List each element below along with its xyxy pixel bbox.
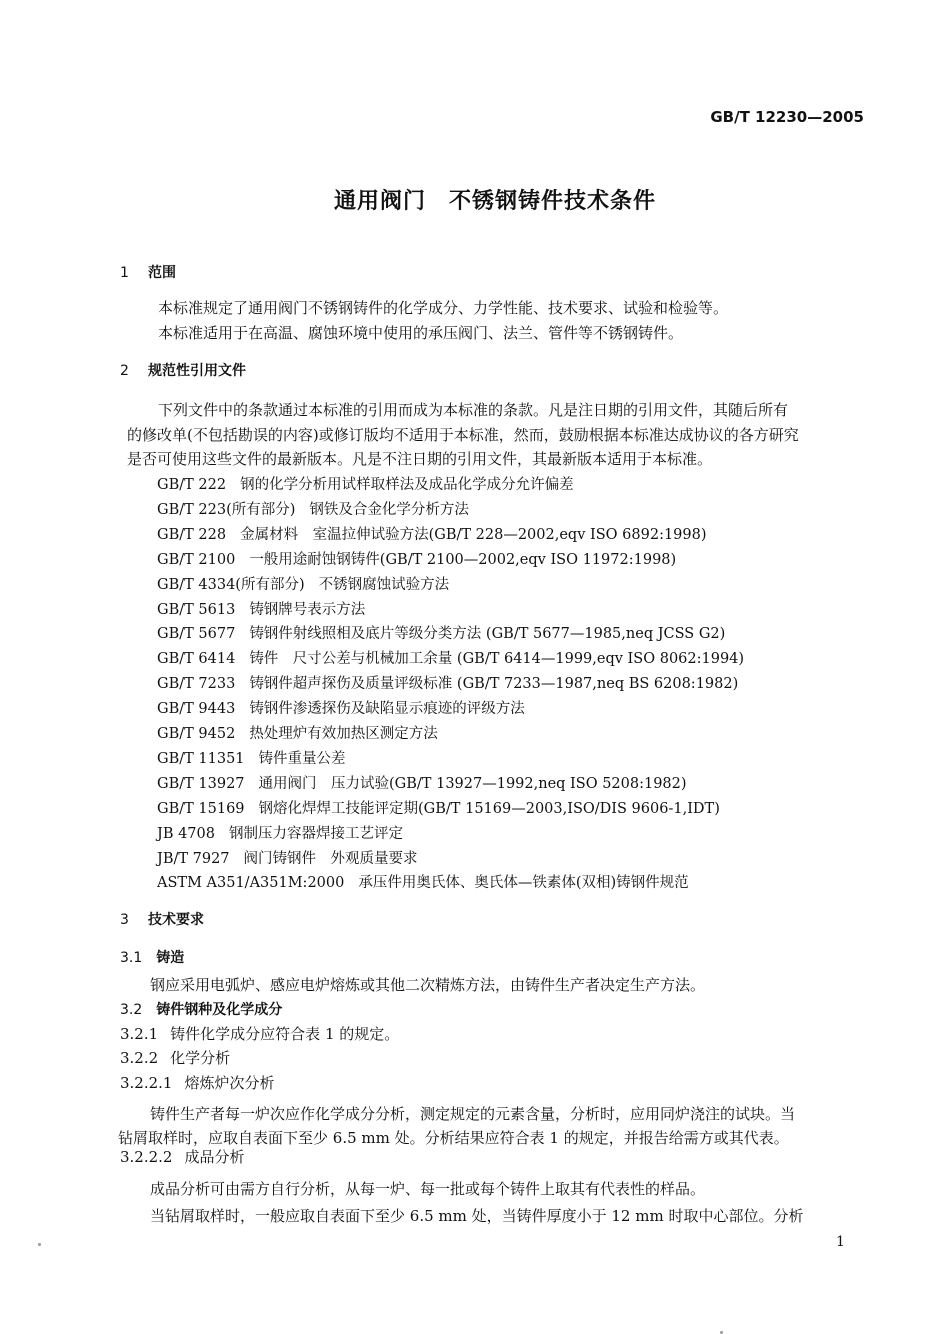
reference-title: 钢制压力容器焊接工艺评定 [228,825,403,842]
section-3-2-heading [120,999,282,1019]
reference-item [157,498,469,519]
reference-code: ASTM A351/A351M:2000 [157,875,345,892]
reference-code: GB/T 7233 [157,676,236,693]
reference-item [157,548,676,569]
reference-code: GB/T 5613 [157,601,236,618]
section-3-number: 3 [120,912,129,928]
reference-code: GB/T 15169 [157,800,245,817]
reference-title: 不锈钢腐蚀试验方法 [318,576,450,593]
section-2-intro-line-1: 下列文件中的条款通过本标准的引用而成为本标准的条款。凡是注日期的引用文件，其随后所有 [158,401,789,419]
section-1-paragraph-1: 本标准规定了通用阀门不锈钢铸件的化学成分、力学性能、技术要求、试验和检验等。 [158,299,729,317]
section-3-1-title: 铸造 [156,950,185,966]
reference-title: 钢熔化焊焊工技能评定期(GB/T 15169—2003,ISO/DIS 9606-1,IDT) [258,800,720,817]
reference-item [157,622,725,643]
section-3-title: 技术要求 [148,912,204,928]
section-3-2-2-1-number: 3.2.2.1 [120,1074,173,1092]
section-3-2-2-2-line-1: 成品分析可由需方自行分析，从每一炉、每一批或每个铸件上取其有代表性的样品。 [150,1180,706,1198]
section-2-number: 2 [120,363,129,379]
page-number: 1 [836,1234,845,1250]
reference-code: GB/T 13927 [157,775,245,792]
reference-item [157,822,403,843]
reference-code: GB/T 2100 [157,551,236,568]
reference-title: 铸钢件射线照相及底片等级分类方法 (GB/T 5677—1985,neq JCSS G2) [249,626,726,643]
reference-title: 阀门铸钢件 外观质量要求 [243,850,418,867]
reference-title: 钢铁及合金化学分析方法 [309,501,469,518]
section-2-title: 规范性引用文件 [148,363,246,379]
section-3-2-2-1 [120,1072,275,1093]
reference-code: JB/T 7927 [157,850,230,867]
section-3-2-2-1-title: 熔炼炉次分析 [184,1074,275,1092]
section-3-2-2-2 [120,1146,245,1167]
section-3-1-text: 钢应采用电弧炉、感应电炉熔炼或其他二次精炼方法，由铸件生产者决定生产方法。 [150,976,706,994]
reference-title: 铸件 尺寸公差与机械加工余量 (GB/T 6414—1999,eqv ISO 8062:1994) [249,651,745,668]
reference-title: 铸钢牌号表示方法 [249,601,366,618]
reference-item [157,672,738,693]
reference-item [157,473,574,494]
section-1-paragraph-2: 本标准适用于在高温、腐蚀环境中使用的承压阀门、法兰、管件等不锈钢铸件。 [158,324,684,342]
standard-id: GB/T 12230—2005 [710,108,864,126]
section-3-2-2-title: 化学分析 [170,1049,231,1067]
section-2-intro-line-2: 的修改单(不包括勘误的内容)或修订版均不适用于本标准，然而，鼓励根据本标准达成协议的各方研究 [127,426,799,444]
reference-title: 金属材料 室温拉伸试验方法(GB/T 228—2002,eqv ISO 6892:1998) [240,526,707,543]
reference-item [157,697,525,718]
section-3-2-1-number: 3.2.1 [120,1025,159,1043]
reference-code: GB/T 5677 [157,626,236,643]
section-3-2-2 [120,1047,230,1068]
section-1-title: 范围 [148,265,176,281]
reference-item [157,847,418,868]
reference-title: 一般用途耐蚀钢铸件(GB/T 2100—2002,eqv ISO 11972:1998) [249,551,677,568]
reference-title: 铸钢件超声探伤及质量评级标准 (GB/T 7233—1987,neq BS 6208:1982) [249,676,739,693]
document-title: 通用阀门 不锈钢铸件技术条件 [333,189,656,214]
reference-item [157,871,689,892]
section-3-2-2-number: 3.2.2 [120,1049,159,1067]
section-3-1-number: 3.1 [120,950,143,966]
reference-title: 铸钢件渗透探伤及缺陷显示痕迹的评级方法 [249,701,525,718]
reference-code: GB/T 222 [157,477,227,493]
reference-title: 铸件重量公差 [258,750,346,767]
reference-code: GB/T 11351 [157,750,245,767]
reference-code: JB 4708 [157,825,215,842]
section-3-heading [120,909,204,929]
reference-code: GB/T 223(所有部分) [157,501,296,518]
reference-item [157,797,720,818]
reference-title: 通用阀门 压力试验(GB/T 13927—1992,neq ISO 5208:1982) [258,775,687,792]
scan-speck [38,1243,41,1246]
section-3-2-2-1-line-1: 铸件生产者每一炉次应作化学成分分析，测定规定的元素含量，分析时，应用同炉浇注的试块。当 [150,1105,796,1123]
section-3-2-1-text: 铸件化学成分应符合表 1 的规定。 [170,1025,400,1043]
section-3-2-2-2-title: 成品分析 [184,1148,245,1166]
reference-item [157,772,687,793]
reference-title: 热处理炉有效加热区测定方法 [249,726,438,742]
reference-item [157,523,707,544]
section-3-2-2-1-line-2: 钻屑取样时，应取自表面下至少 6.5 mm 处。分析结果应符合表 1 的规定，并报告给需方或其代表。 [118,1129,789,1147]
section-2-heading [120,360,246,380]
reference-code: GB/T 6414 [157,651,236,668]
reference-code: GB/T 228 [157,526,227,543]
section-3-2-number: 3.2 [120,1002,143,1018]
reference-item [157,647,744,668]
reference-code: GB/T 4334(所有部分) [157,576,305,593]
reference-item [157,747,346,768]
reference-item [157,573,449,594]
reference-item [157,598,365,619]
reference-title: 钢的化学分析用试样取样法及成品化学成分允许偏差 [240,477,574,493]
section-1-heading [120,262,176,282]
reference-code: GB/T 9452 [157,726,236,742]
section-3-2-2-2-line-2: 当钻屑取样时，一般应取自表面下至少 6.5 mm 处，当铸件厚度小于 12 mm 时取中心部位。分析 [150,1207,804,1225]
section-1-number: 1 [120,265,129,281]
section-2-intro-line-3: 是否可使用这些文件的最新版本。凡是不注日期的引用文件，其最新版本适用于本标准。 [127,450,713,468]
section-3-2-2-2-number: 3.2.2.2 [120,1148,173,1166]
section-3-2-1 [120,1023,399,1044]
reference-item [157,722,438,743]
section-3-2-title: 铸件钢种及化学成分 [156,1002,283,1018]
section-3-1-heading [120,947,184,967]
reference-code: GB/T 9443 [157,701,236,718]
reference-title: 承压件用奥氏体、奥氏体—铁素体(双相)铸钢件规范 [358,875,689,892]
